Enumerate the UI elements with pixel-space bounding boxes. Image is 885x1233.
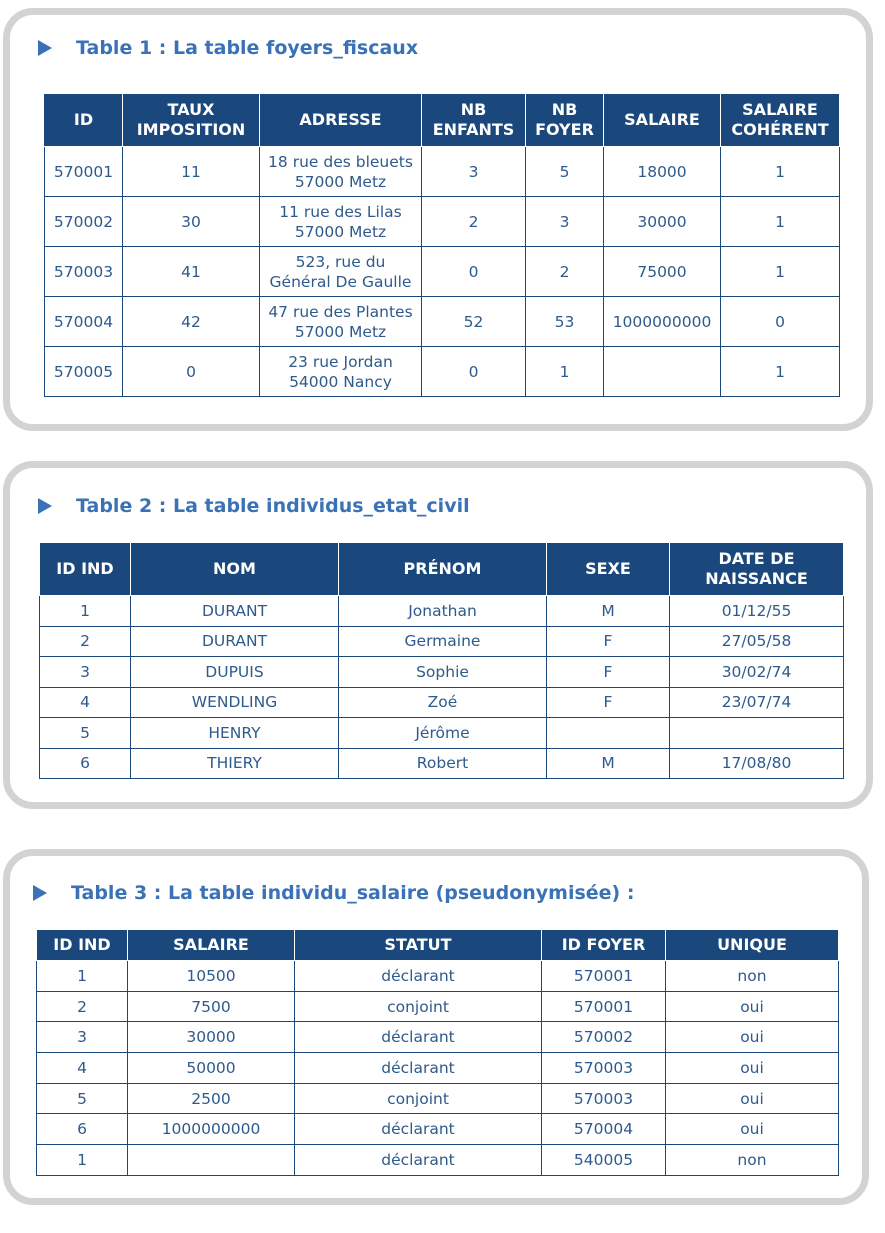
table-cell-line: 1000000000 — [161, 1120, 261, 1139]
table-row — [37, 1053, 839, 1084]
play-triangle-icon — [38, 498, 52, 514]
column-header — [666, 930, 839, 961]
table2-title-text: Table 2 : La table individus_etat_civil — [76, 495, 470, 517]
table-cell — [37, 1114, 128, 1145]
table2-title — [38, 495, 470, 517]
table-cell — [422, 197, 526, 247]
table-cell-line: 2 — [77, 997, 87, 1016]
table-cell — [339, 687, 547, 718]
table-cell — [45, 347, 123, 397]
table-cell-line: 4 — [80, 693, 90, 712]
table-cell-line: 570003 — [53, 262, 114, 281]
table-cell — [542, 1145, 666, 1176]
table-cell-line: 11 rue des Lilas — [279, 202, 402, 221]
table-cell-line: oui — [740, 1089, 764, 1108]
table-cell-line: 3 — [468, 162, 479, 181]
table-cell-line: M — [601, 601, 615, 620]
table2-card — [3, 461, 873, 809]
table-cell — [526, 147, 604, 197]
table-cell-line: 47 rue des Plantes — [268, 302, 413, 321]
table-cell — [721, 297, 840, 347]
table-cell-line: 523, rue du — [295, 252, 386, 271]
table-cell — [40, 748, 131, 779]
column-header-line: COHÉRENT — [731, 120, 829, 139]
table-cell-line: 54000 Nancy — [289, 372, 392, 391]
table-row — [40, 718, 844, 749]
table-row — [37, 1145, 839, 1176]
table-row — [37, 991, 839, 1022]
table-cell — [604, 197, 721, 247]
individus-etat-civil-table — [39, 542, 844, 779]
table-cell — [40, 718, 131, 749]
table-cell-line: conjoint — [387, 997, 449, 1016]
column-header — [604, 94, 721, 147]
column-header-line: STATUT — [384, 935, 452, 954]
table-cell — [123, 197, 260, 247]
table-cell — [547, 596, 670, 627]
individu-salaire-table — [36, 929, 839, 1176]
table-cell — [40, 596, 131, 627]
table-cell-line: 1 — [559, 362, 570, 381]
table-cell-line: Jonathan — [408, 601, 477, 620]
table-cell — [542, 991, 666, 1022]
table3-title — [33, 882, 634, 904]
table1-card — [3, 8, 873, 431]
column-header — [37, 930, 128, 961]
table-cell-line: 570002 — [573, 1028, 634, 1047]
table-cell-line: 2 — [468, 212, 479, 231]
table-cell — [542, 1022, 666, 1053]
table-cell — [128, 1145, 295, 1176]
column-header — [123, 94, 260, 147]
table-cell-line: WENDLING — [191, 693, 278, 712]
column-header-line: SALAIRE — [624, 110, 700, 129]
table-cell — [295, 1022, 542, 1053]
table-cell — [260, 247, 422, 297]
table-cell — [547, 626, 670, 657]
table-cell — [37, 961, 128, 992]
table-cell — [131, 657, 339, 688]
table-cell-line: 30000 — [637, 212, 687, 231]
table-cell — [670, 718, 844, 749]
table-cell-line: 18000 — [637, 162, 687, 181]
column-header-line: ID IND — [56, 559, 114, 578]
table-cell — [604, 347, 721, 397]
table-cell-line: 10500 — [186, 966, 236, 985]
table-cell — [542, 961, 666, 992]
column-header-line: PRÉNOM — [403, 559, 482, 578]
table-cell — [128, 991, 295, 1022]
play-triangle-icon — [33, 885, 47, 901]
column-header — [128, 930, 295, 961]
table-cell-line: conjoint — [387, 1089, 449, 1108]
table-cell — [339, 718, 547, 749]
table-cell — [123, 297, 260, 347]
table-cell — [131, 718, 339, 749]
column-header — [131, 543, 339, 596]
table-cell-line: 3 — [559, 212, 570, 231]
table3-header-row — [37, 930, 839, 961]
table-cell-line: 5 — [80, 723, 90, 742]
table-cell-line: 57000 Metz — [294, 322, 387, 341]
table-cell-line: 570002 — [53, 212, 114, 231]
table-cell-line: 5 — [559, 162, 570, 181]
column-header-line: SEXE — [585, 559, 631, 578]
table-cell — [37, 1083, 128, 1114]
table-cell-line: 18 rue des bleuets — [268, 152, 413, 171]
column-header — [339, 543, 547, 596]
table-cell — [339, 657, 547, 688]
table-cell-line: THIERY — [207, 754, 262, 773]
table-cell-line: 1 — [80, 601, 90, 620]
table-cell — [670, 626, 844, 657]
table-cell-line: 3 — [80, 662, 90, 681]
table-cell-line: 1 — [77, 966, 87, 985]
table-cell-line: 1 — [775, 162, 785, 181]
table-cell-line: 17/08/80 — [721, 754, 792, 773]
table-cell — [295, 1053, 542, 1084]
table-cell-line: 1 — [775, 362, 785, 381]
table-cell-line: déclarant — [381, 966, 455, 985]
column-header-line: ID FOYER — [561, 935, 646, 954]
table-cell-line: 57000 Metz — [294, 222, 387, 241]
table-cell — [670, 748, 844, 779]
table-cell-line: 6 — [77, 1120, 87, 1139]
table1-title — [38, 37, 418, 59]
column-header — [40, 543, 131, 596]
table-cell-line: 4 — [77, 1058, 87, 1077]
table-cell — [721, 147, 840, 197]
table-cell-line: 1 — [775, 262, 785, 281]
table-row — [37, 961, 839, 992]
table-cell — [128, 1114, 295, 1145]
table-cell — [128, 1053, 295, 1084]
table-cell — [721, 347, 840, 397]
table-cell-line: 570003 — [573, 1089, 634, 1108]
table-cell-line: déclarant — [381, 1028, 455, 1047]
table-cell — [45, 147, 123, 197]
table-cell — [131, 626, 339, 657]
column-header-line: NOM — [213, 559, 256, 578]
table-cell — [666, 991, 839, 1022]
table-cell-line: DURANT — [201, 601, 268, 620]
table-cell — [45, 297, 123, 347]
table-row — [45, 247, 840, 297]
table-row — [40, 748, 844, 779]
table-cell-line: 27/05/58 — [721, 632, 792, 651]
table-cell-line: 30/02/74 — [721, 662, 792, 681]
table-cell — [547, 748, 670, 779]
table-cell — [542, 1083, 666, 1114]
table-cell — [45, 247, 123, 297]
column-header-line: ENFANTS — [432, 120, 515, 139]
table-cell — [666, 1145, 839, 1176]
table-cell — [526, 347, 604, 397]
foyers-fiscaux-table — [44, 93, 840, 397]
table-cell-line: 1000000000 — [612, 312, 712, 331]
table-cell — [547, 718, 670, 749]
column-header — [260, 94, 422, 147]
table-cell-line: 23/07/74 — [721, 693, 792, 712]
table-cell — [45, 197, 123, 247]
table-cell — [295, 1114, 542, 1145]
table-cell — [295, 1145, 542, 1176]
column-header-line: ADRESSE — [299, 110, 382, 129]
table-cell — [547, 687, 670, 718]
table-cell — [37, 991, 128, 1022]
column-header-line: NAISSANCE — [705, 569, 808, 588]
table1-title-text: Table 1 : La table foyers_fiscaux — [76, 37, 419, 59]
table-cell — [339, 626, 547, 657]
table-cell-line: 53 — [554, 312, 575, 331]
table-cell — [128, 1083, 295, 1114]
table-cell — [295, 991, 542, 1022]
table-cell — [721, 197, 840, 247]
column-header-line: TAUX — [167, 100, 215, 119]
table-cell — [37, 1022, 128, 1053]
table-cell-line: 01/12/55 — [721, 601, 792, 620]
table-cell-line: 570004 — [573, 1120, 634, 1139]
table-cell-line: F — [603, 662, 613, 681]
table-cell — [37, 1053, 128, 1084]
table-cell — [666, 961, 839, 992]
table-cell — [670, 596, 844, 627]
table-row — [45, 347, 840, 397]
table3-title-text: Table 3 : La table individu_salaire (pseudonymisée) : — [71, 882, 635, 904]
table-cell-line: oui — [740, 997, 764, 1016]
table-cell-line: 570003 — [573, 1058, 634, 1077]
table-cell — [131, 748, 339, 779]
table-cell-line: HENRY — [208, 723, 261, 742]
table-cell — [131, 596, 339, 627]
table-cell — [604, 147, 721, 197]
table-cell-line: 23 rue Jordan — [288, 352, 393, 371]
table-cell — [128, 961, 295, 992]
table-cell-line: 1 — [775, 212, 785, 231]
table-cell — [670, 657, 844, 688]
table-cell — [666, 1083, 839, 1114]
table-cell — [131, 687, 339, 718]
column-header-line: UNIQUE — [717, 935, 787, 954]
table-cell — [422, 297, 526, 347]
table-cell-line: 6 — [80, 754, 90, 773]
table-cell — [542, 1053, 666, 1084]
table-cell-line: Jérôme — [415, 723, 470, 742]
table-row — [40, 687, 844, 718]
column-header-line: DATE DE — [718, 549, 795, 568]
column-header-line: SALAIRE — [173, 935, 249, 954]
column-header — [526, 94, 604, 147]
table-cell-line: 0 — [468, 362, 479, 381]
table-cell-line: 570001 — [573, 997, 634, 1016]
table-cell-line: non — [737, 1150, 767, 1169]
table-cell-line: 50000 — [186, 1058, 236, 1077]
column-header-line: NB — [551, 100, 578, 119]
table-cell-line: 1 — [77, 1150, 87, 1169]
table-cell-line: Zoé — [427, 693, 458, 712]
table-cell — [123, 247, 260, 297]
table-cell — [666, 1053, 839, 1084]
table-cell — [260, 347, 422, 397]
table-cell-line: déclarant — [381, 1058, 455, 1077]
column-header-line: IMPOSITION — [136, 120, 246, 139]
column-header — [721, 94, 840, 147]
table-cell — [526, 247, 604, 297]
table-cell-line: F — [603, 693, 613, 712]
table-cell-line: Sophie — [416, 662, 469, 681]
table-cell-line: déclarant — [381, 1120, 455, 1139]
table-cell — [40, 687, 131, 718]
table-cell-line: 5 — [77, 1089, 87, 1108]
table-row — [40, 657, 844, 688]
table-cell-line: 57000 Metz — [294, 172, 387, 191]
table-cell — [260, 197, 422, 247]
table-cell-line: 570005 — [53, 362, 114, 381]
table-cell — [128, 1022, 295, 1053]
table-cell-line: 0 — [186, 362, 196, 381]
column-header-line: ID — [73, 110, 94, 129]
table-cell-line: 42 — [181, 312, 201, 331]
table-cell-line: 11 — [181, 162, 201, 181]
table-cell-line: non — [737, 966, 767, 985]
play-triangle-icon — [38, 40, 52, 56]
column-header-line: NB — [460, 100, 487, 119]
table-row — [45, 197, 840, 247]
table-cell-line: 0 — [775, 312, 785, 331]
table2-header-row — [40, 543, 844, 596]
table-row — [37, 1022, 839, 1053]
table-cell-line: 7500 — [191, 997, 231, 1016]
table-cell-line: 52 — [463, 312, 484, 331]
table-cell-line: Général De Gaulle — [269, 272, 412, 291]
table1-header-row — [45, 94, 840, 147]
table-cell — [422, 347, 526, 397]
table-cell — [526, 297, 604, 347]
table-cell — [526, 197, 604, 247]
table-cell-line: 30 — [181, 212, 201, 231]
table-cell — [295, 961, 542, 992]
table-cell — [260, 147, 422, 197]
table-cell-line: 2 — [80, 632, 90, 651]
table-cell-line: 75000 — [637, 262, 687, 281]
table-cell — [666, 1114, 839, 1145]
table-cell — [40, 626, 131, 657]
table3-card — [3, 849, 869, 1205]
table-cell — [547, 657, 670, 688]
table-cell-line: 570001 — [53, 162, 114, 181]
table-row — [37, 1114, 839, 1145]
table-cell-line: 30000 — [186, 1028, 236, 1047]
column-header-line: FOYER — [535, 120, 594, 139]
table-cell-line: déclarant — [381, 1150, 455, 1169]
table-cell-line: Germaine — [404, 632, 481, 651]
table-cell — [670, 687, 844, 718]
table-cell — [542, 1114, 666, 1145]
column-header — [45, 94, 123, 147]
table-cell-line: 41 — [181, 262, 201, 281]
column-header — [422, 94, 526, 147]
table-cell-line: oui — [740, 1058, 764, 1077]
table-cell-line: F — [603, 632, 613, 651]
table-row — [45, 297, 840, 347]
column-header-line: ID IND — [53, 935, 111, 954]
table-cell-line: 570001 — [573, 966, 634, 985]
table-cell-line: oui — [740, 1028, 764, 1047]
table-cell-line: 540005 — [573, 1150, 634, 1169]
table-cell-line: DUPUIS — [205, 662, 264, 681]
table-cell-line: oui — [740, 1120, 764, 1139]
table-cell — [123, 347, 260, 397]
column-header — [295, 930, 542, 961]
table-cell-line: 3 — [77, 1028, 87, 1047]
column-header — [670, 543, 844, 596]
table-cell — [422, 247, 526, 297]
table-row — [40, 626, 844, 657]
table-row — [45, 147, 840, 197]
table-cell-line: 570004 — [53, 312, 114, 331]
table-row — [40, 596, 844, 627]
table-cell — [37, 1145, 128, 1176]
table-cell-line: 0 — [468, 262, 479, 281]
table-cell-line: Robert — [416, 754, 469, 773]
table-cell-line: DURANT — [201, 632, 268, 651]
table-cell-line: M — [601, 754, 615, 773]
table-cell — [604, 297, 721, 347]
table-cell-line: 2 — [559, 262, 570, 281]
table-cell — [422, 147, 526, 197]
table-cell — [40, 657, 131, 688]
column-header — [547, 543, 670, 596]
column-header-line: SALAIRE — [742, 100, 818, 119]
table-cell — [604, 247, 721, 297]
table-cell — [260, 297, 422, 347]
table-cell — [721, 247, 840, 297]
table-cell — [295, 1083, 542, 1114]
table-cell — [339, 748, 547, 779]
table-cell — [339, 596, 547, 627]
table-cell-line: 2500 — [191, 1089, 231, 1108]
table-cell — [666, 1022, 839, 1053]
table-row — [37, 1083, 839, 1114]
table-cell — [123, 147, 260, 197]
column-header — [542, 930, 666, 961]
